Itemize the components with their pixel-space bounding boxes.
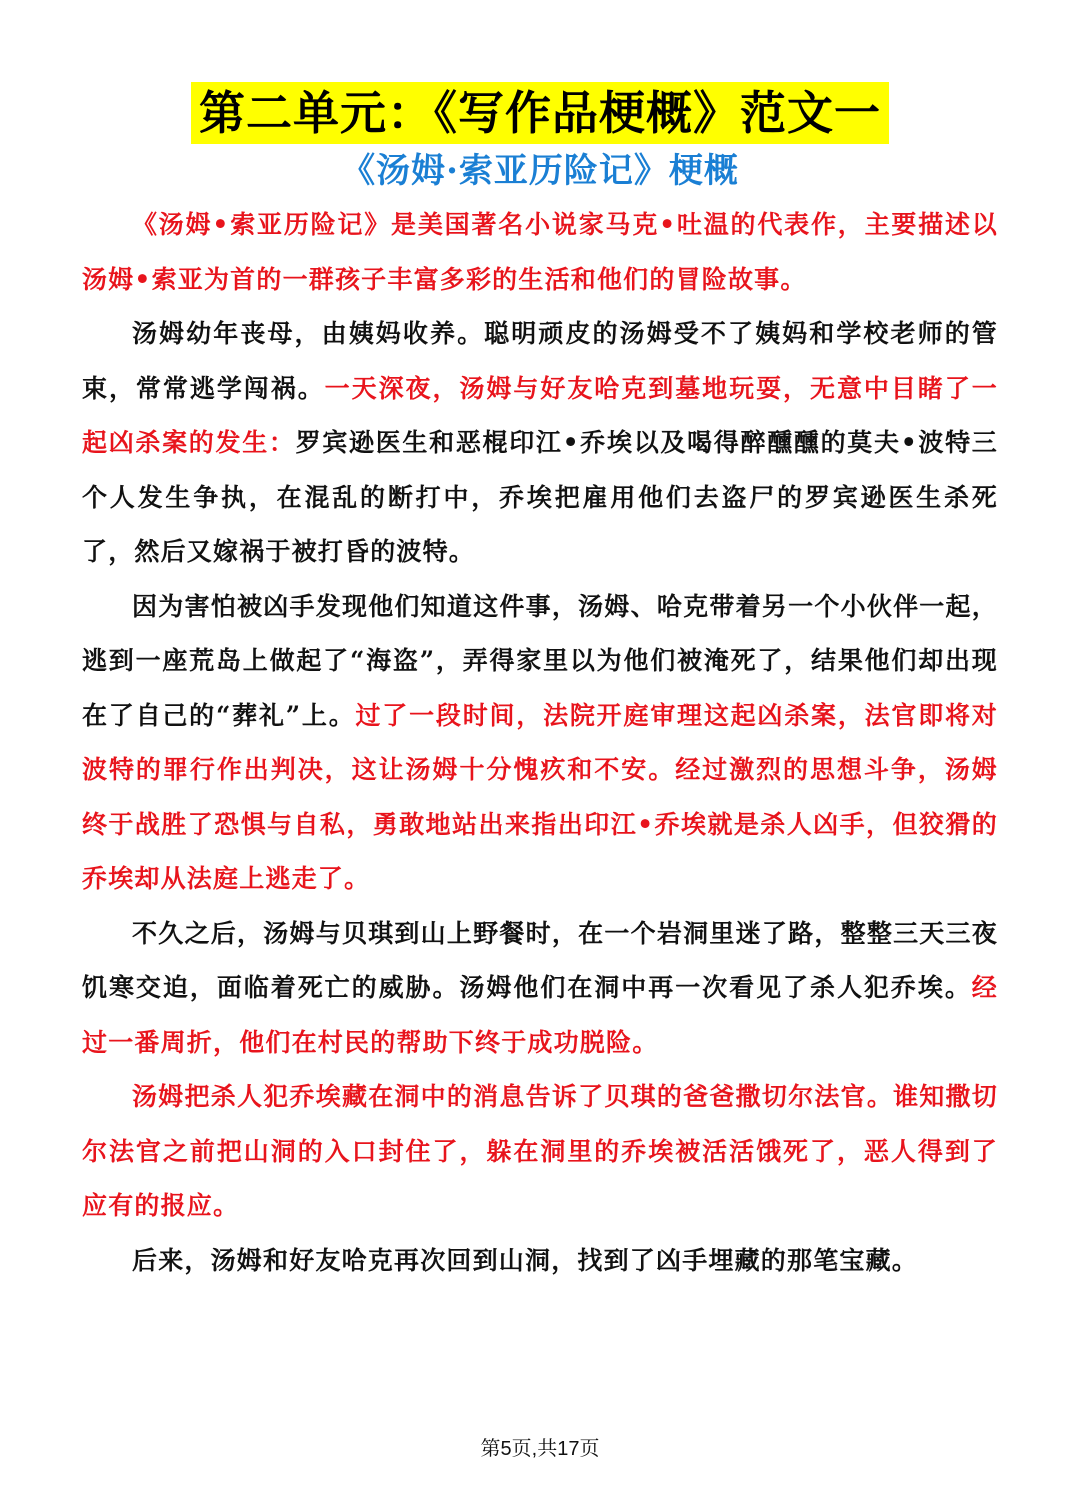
paragraph-6 — [82, 1234, 998, 1289]
text-segment: 不久之后，汤姆与贝琪到山上野餐时，在一个岩洞里迷了路，整整三天三夜饥寒交迫，面临着死亡的威胁。汤姆他们在洞中再一次看见了杀人犯乔埃。 — [82, 918, 998, 1002]
text-segment: 经过一番周折，他们在村民的帮助下终于成功脱险。 — [82, 973, 998, 1057]
text-segment: 汤姆把杀人犯乔埃藏在洞中的消息告诉了贝琪的爸爸撒切尔法官。谁知撒切尔法官之前把山洞的入口封住了，躲在洞里的乔埃被活活饿死了，恶人得到了应有的报应。 — [82, 1082, 998, 1220]
text-segment: 因为害怕被凶手发现他们知道这件事，汤姆、哈克带着另一个小伙伴一起，逃到一座荒岛上做起了“海盗”，弄得家里以为他们被淹死了，结果他们却出现在了自己的“葬礼”上。 — [82, 591, 998, 730]
page-subtitle: 《汤姆·索亚历险记》梗概 — [341, 151, 739, 191]
page-title: 第二单元：《写作品梗概》范文一 — [191, 82, 889, 144]
page-number: 第5页,共17页 — [480, 1438, 600, 1460]
body-text — [82, 198, 998, 1288]
text-segment: 后来，汤姆和好友哈克再次回到山洞，找到了凶手埋藏的那笔宝藏。 — [132, 1245, 919, 1275]
paragraph-3 — [82, 580, 998, 907]
paragraph-1 — [82, 198, 998, 307]
text-segment: 《汤姆•索亚历险记》是美国著名小说家马克•吐温的代表作，主要描述以汤姆•索亚为首的一群孩子丰富多彩的生活和他们的冒险故事。 — [82, 210, 998, 294]
text-segment: 罗宾逊医生和恶棍印江•乔埃以及喝得醉醺醺的莫夫•波特三个人发生争执，在混乱的断打中，乔埃把雇用他们去盗尸的罗宾逊医生杀死了，然后又嫁祸于被打昏的波特。 — [82, 428, 998, 566]
paragraph-2 — [82, 307, 998, 580]
title-block — [0, 82, 1080, 144]
text-segment: 过了一段时间，法院开庭审理这起凶杀案，法官即将对波特的罪行作出判决，这让汤姆十分愧疚和不安。经过激烈的思想斗争，汤姆终于战胜了恐惧与自私，勇敢地站出来指出印江•乔埃就是杀人凶手，但狡猾的乔埃却从法庭上逃走了。 — [82, 700, 998, 893]
text-segment: 汤姆幼年丧母，由姨妈收养。聪明顽皮的汤姆受不了姨妈和学校老师的管束，常常逃学闯祸。 — [82, 319, 998, 403]
paragraph-5 — [82, 1070, 998, 1234]
text-segment: 一天深夜，汤姆与好友哈克到墓地玩耍，无意中目睹了一起凶杀案的发生： — [82, 373, 998, 457]
paragraph-4 — [82, 907, 998, 1071]
